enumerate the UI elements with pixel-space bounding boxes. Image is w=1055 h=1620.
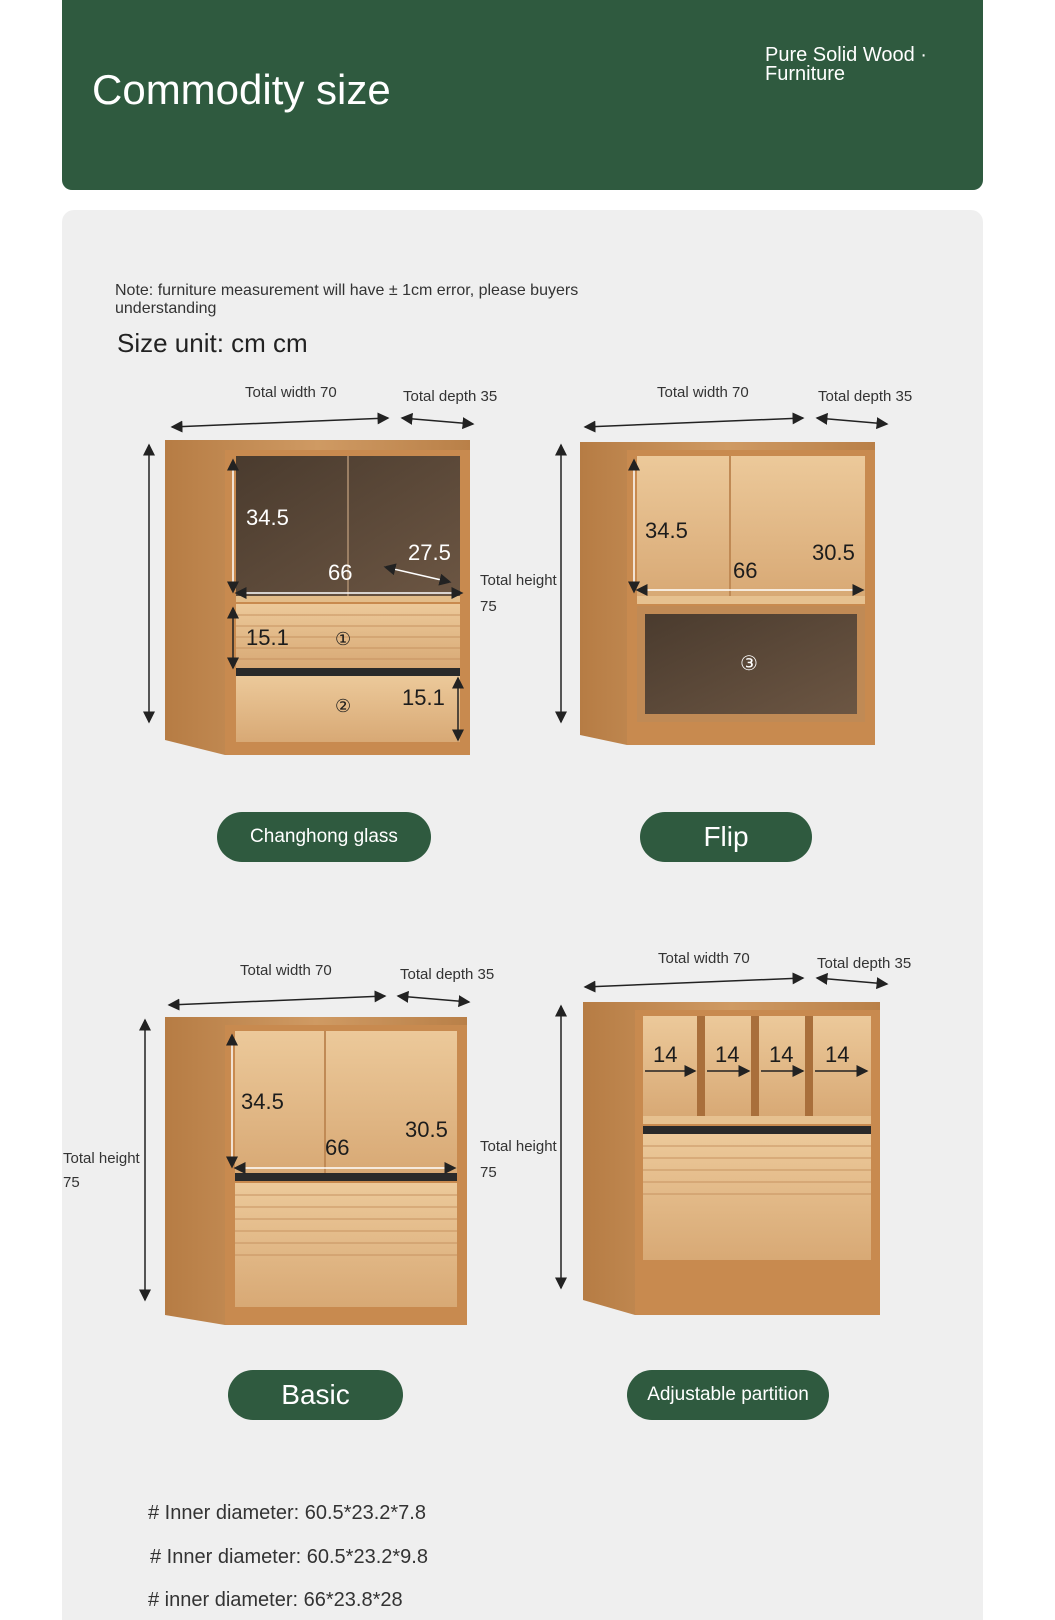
dim-inner-depth: 27.5 <box>408 540 451 565</box>
total-depth-label: Total depth 35 <box>400 966 495 983</box>
marker-3: ③ <box>740 653 758 675</box>
total-depth-label: Total depth 35 <box>403 388 498 405</box>
total-height-label: Total height <box>63 1150 140 1167</box>
marker-2: ② <box>335 696 352 716</box>
dim-compartment-4: 14 <box>825 1042 850 1067</box>
total-height-label: Total height <box>480 572 557 589</box>
total-height-value: 75 <box>63 1174 80 1191</box>
dim-inner-width: 66 <box>328 560 353 585</box>
dim-compartment-3: 14 <box>769 1042 794 1067</box>
dim-compartment-1: 14 <box>653 1042 678 1067</box>
cabinet-flip-image <box>545 410 895 760</box>
total-height-value: 75 <box>480 598 497 615</box>
total-width-label: Total width 70 <box>245 384 337 401</box>
total-width-label: Total width 70 <box>657 384 749 401</box>
size-unit: Size unit: cm cm <box>117 328 308 358</box>
spec-line-3: # inner diameter: 66*23.8*28 <box>148 1589 403 1611</box>
cabinet-basic-image <box>135 985 480 1330</box>
total-depth-label: Total depth 35 <box>818 388 913 405</box>
dim-compartment-2: 14 <box>715 1042 740 1067</box>
spec-line-1: # Inner diameter: 60.5*23.2*7.8 <box>148 1502 426 1524</box>
dim-inner-height: 34.5 <box>241 1089 284 1114</box>
total-height-value: 75 <box>480 1164 497 1181</box>
page-title: Commodity size <box>92 66 391 113</box>
header-banner <box>62 0 983 190</box>
cabinet-adjustable-partition-image <box>545 970 895 1320</box>
dim-drawer-1: 15.1 <box>246 625 289 650</box>
marker-1: ① <box>335 629 352 649</box>
dim-inner-height: 34.5 <box>246 505 289 530</box>
total-width-label: Total width 70 <box>658 950 750 967</box>
dim-inner-width: 66 <box>325 1135 350 1160</box>
label-changhong-glass: Changhong glass <box>217 812 431 862</box>
measurement-note: Note: furniture measurement will have ± 1cm error, please buyers understanding <box>115 282 579 317</box>
brand-label: Pure Solid Wood · Furniture <box>765 44 927 85</box>
total-width-label: Total width 70 <box>240 962 332 979</box>
label-flip: Flip <box>640 812 812 862</box>
label-basic: Basic <box>228 1370 403 1420</box>
dim-inner-depth: 30.5 <box>405 1117 448 1142</box>
total-depth-label: Total depth 35 <box>817 955 912 972</box>
total-height-label: Total height <box>480 1138 557 1155</box>
dim-inner-depth: 30.5 <box>812 540 855 565</box>
label-adjustable-partition: Adjustable partition <box>627 1370 829 1420</box>
cabinet-changhong-glass-image <box>140 410 480 760</box>
dim-inner-height: 34.5 <box>645 518 688 543</box>
dim-drawer-2: 15.1 <box>402 685 445 710</box>
dim-inner-width: 66 <box>733 558 758 583</box>
spec-line-2: # Inner diameter: 60.5*23.2*9.8 <box>150 1546 428 1568</box>
